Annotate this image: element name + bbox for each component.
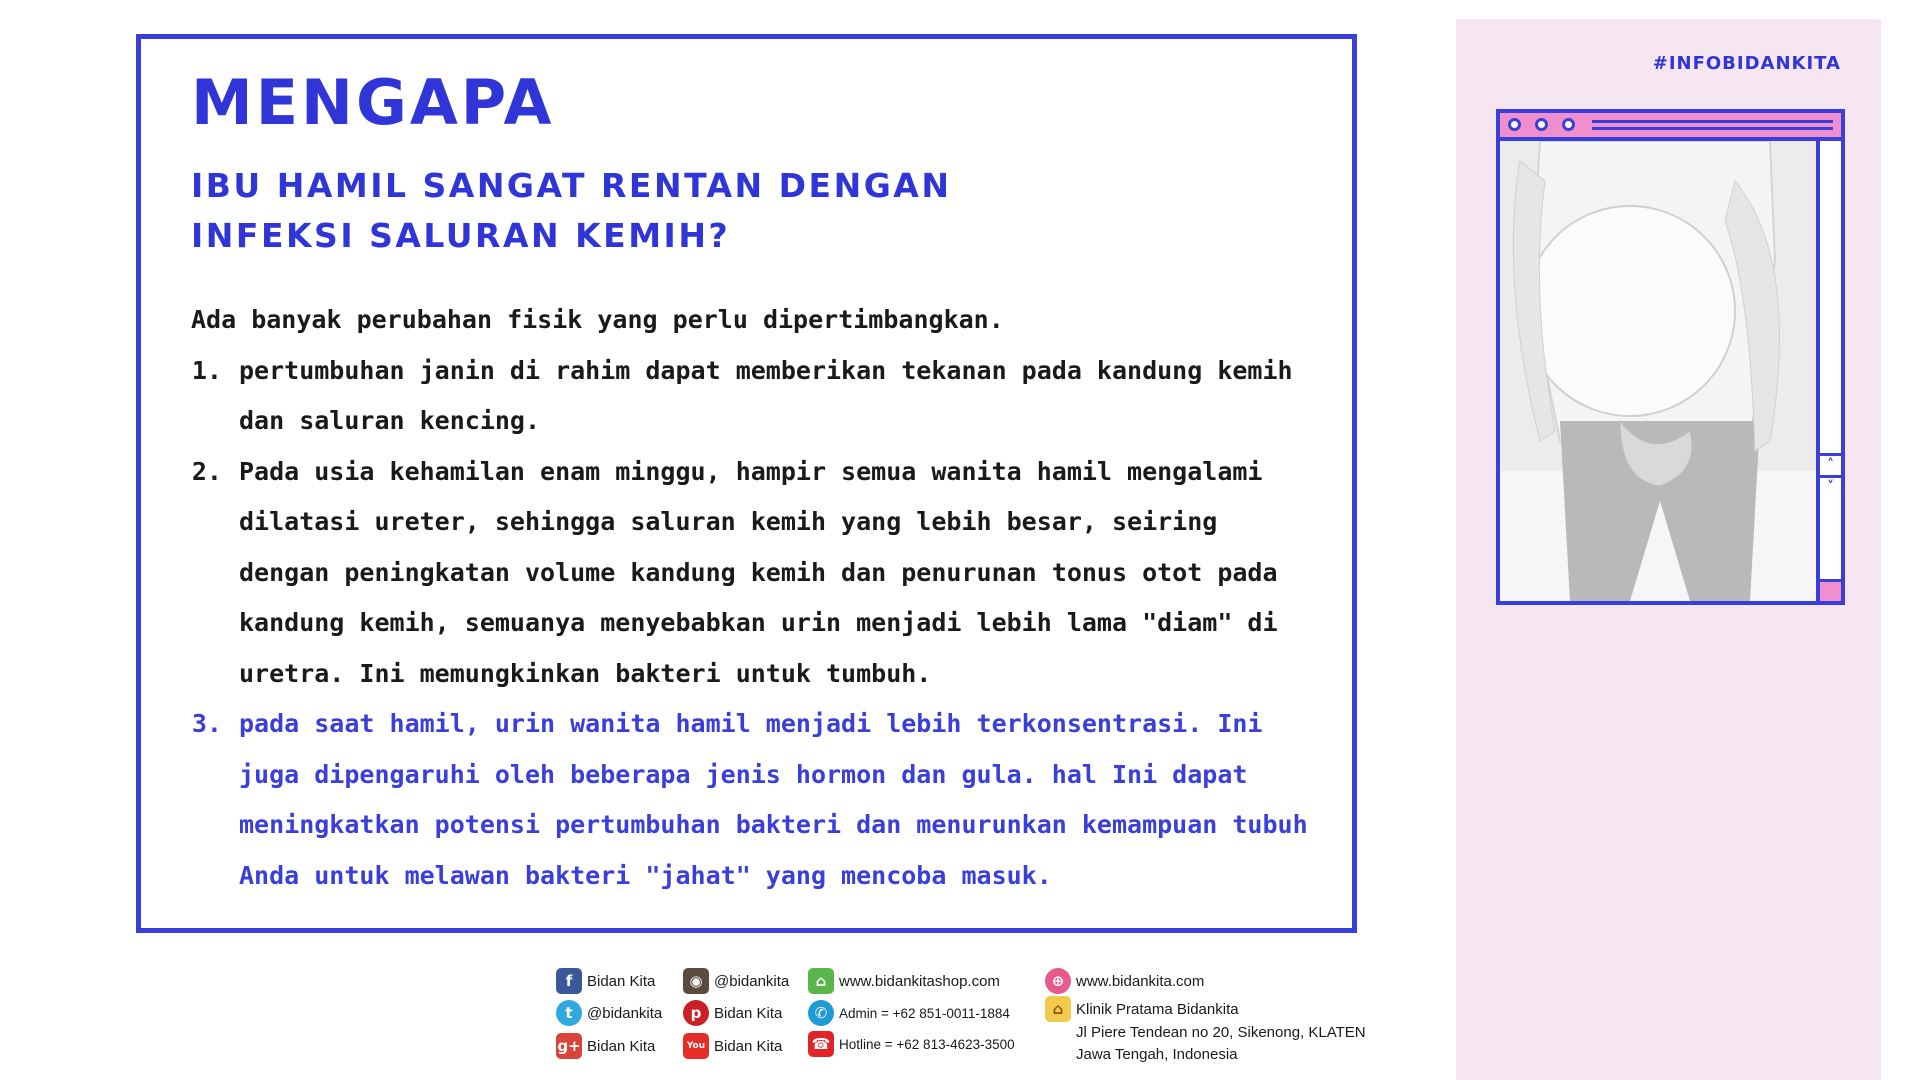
scroll-up-icon[interactable]: ˄ [1820, 453, 1841, 475]
point-item: 1. pertumbuhan janin di rahim dapat memberikan tekanan pada kandung kemih dan saluran kencing. [237, 346, 1311, 447]
house-icon: ⌂ [1045, 996, 1071, 1022]
scrollbar[interactable] [1816, 141, 1841, 601]
point-item: 2. Pada usia kehamilan enam minggu, hampir semua wanita hamil mengalami dilatasi ureter, sehingga saluran kemih yang lebih besar, seiring dengan peningkatan volume kandung kemih dan penurunan tonus otot pada kandung kemih, semuanya menyebabkan urin menjadi lebih lama "diam" di uretra. Ini memungkinkan bakteri untuk tumbuh. [237, 447, 1311, 700]
shop-link[interactable] [808, 968, 1000, 994]
scroll-down-icon[interactable]: ˅ [1820, 475, 1841, 497]
side-panel [1456, 19, 1881, 1080]
phone-icon: ✆ [808, 1000, 834, 1026]
admin-label: Admin = +62 851-0011-1884 [839, 1005, 1010, 1021]
facebook-link[interactable] [556, 968, 655, 994]
google-plus-link[interactable] [556, 1033, 655, 1059]
google-plus-label: Bidan Kita [587, 1037, 656, 1055]
youtube-label: Bidan Kita [714, 1037, 783, 1055]
window-dot-icon [1508, 118, 1521, 131]
point-item-highlighted: 3. pada saat hamil, urin wanita hamil menjadi lebih terkonsentrasi. Ini juga dipengaruhi oleh beberapa jenis hormon dan gula. hal Ini dapat meningkatkan potensi pertumbuhan bakteri dan menurunkan kemampuan tubuh Anda untuk melawan bakteri "jahat" yang mencoba masuk. [237, 699, 1311, 901]
browser-window-illustration [1496, 109, 1845, 605]
pinterest-icon: p [683, 1000, 709, 1026]
website-label: www.bidankita.com [1076, 972, 1205, 990]
instagram-label: @bidankita [714, 972, 790, 990]
window-dot-icon [1535, 118, 1548, 131]
scroll-thumb[interactable] [1820, 579, 1841, 601]
youtube-link[interactable] [683, 1033, 782, 1059]
instagram-link[interactable] [683, 968, 789, 994]
title-bar-lines [1592, 120, 1833, 130]
clinic-info [1045, 996, 1239, 1022]
telephone-icon: ☎ [808, 1031, 834, 1057]
admin-contact[interactable] [808, 1000, 1010, 1026]
shop-icon: ⌂ [808, 968, 834, 994]
facebook-icon: f [556, 968, 582, 994]
website-link[interactable] [1045, 968, 1204, 994]
browser-title-bar [1500, 113, 1841, 141]
google-plus-icon: g+ [556, 1033, 582, 1059]
pinterest-label: Bidan Kita [714, 1004, 783, 1022]
clinic-label: Klinik Pratama Bidankita [1076, 1000, 1239, 1018]
address-line-2: Jawa Tengah, Indonesia [1076, 1046, 1238, 1063]
window-dot-icon [1562, 118, 1575, 131]
shop-label: www.bidankitashop.com [839, 972, 1000, 990]
page-title: MENGAPA [191, 66, 555, 139]
youtube-icon: You [683, 1033, 709, 1059]
page-subtitle: IBU HAMIL SANGAT RENTAN DENGAN INFEKSI SALURAN KEMIH? [191, 166, 952, 255]
hotline-label: Hotline = +62 813-4623-3500 [839, 1036, 1015, 1052]
twitter-icon: t [556, 1000, 582, 1026]
pregnant-woman-illustration [1500, 141, 1816, 601]
article-content [191, 295, 1311, 901]
hotline-contact[interactable] [808, 1031, 1015, 1057]
twitter-link[interactable] [556, 1000, 662, 1026]
facebook-label: Bidan Kita [587, 972, 656, 990]
instagram-icon: ◉ [683, 968, 709, 994]
globe-icon: ⊕ [1045, 968, 1071, 994]
main-card [136, 34, 1357, 933]
intro-text: Ada banyak perubahan fisik yang perlu dipertimbangkan. [191, 305, 1004, 334]
footer-contacts [556, 960, 1396, 1070]
pregnant-woman-photo [1500, 141, 1816, 601]
twitter-label: @bidankita [587, 1004, 663, 1022]
pinterest-link[interactable] [683, 1000, 782, 1026]
hashtag-label: #INFOBIDANKITA [1652, 53, 1841, 74]
address-line-1: Jl Piere Tendean no 20, Sikenong, KLATEN [1076, 1024, 1366, 1041]
points-list [191, 346, 1311, 902]
